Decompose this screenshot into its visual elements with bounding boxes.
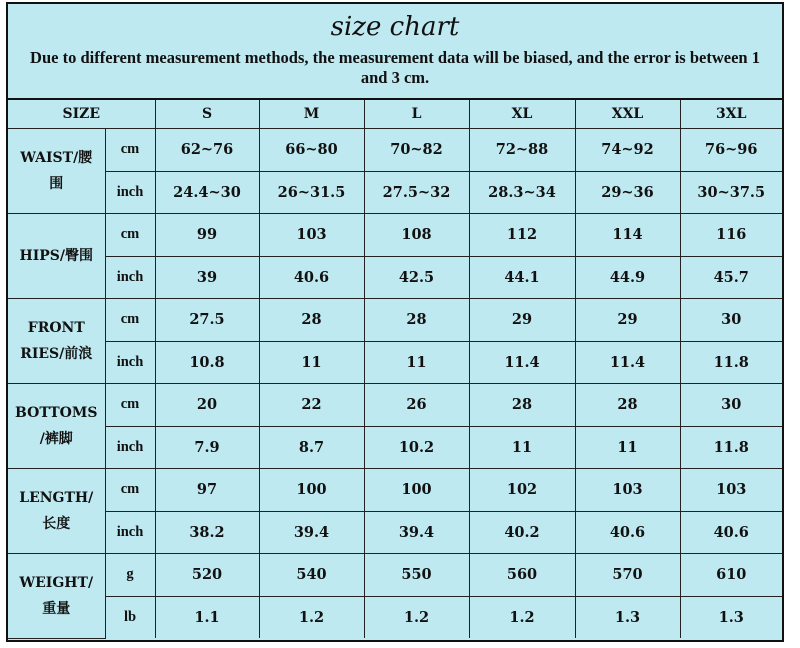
table-row — [8, 554, 782, 597]
measurement-value: 1.2 — [364, 596, 469, 638]
unit-label: lb — [105, 596, 155, 638]
size-header-cell: XXL — [575, 100, 680, 129]
measurement-label: WEIGHT/ 重量 — [8, 554, 105, 639]
measurement-value: 11 — [575, 426, 680, 469]
unit-label: g — [105, 554, 155, 597]
chart-subtitle: Due to different measurement methods, the measurement data will be biased, and the error is between 1 and 3 cm. — [30, 48, 760, 87]
table-row — [8, 341, 782, 384]
measurement-value: 76~96 — [680, 129, 782, 172]
measurement-value: 570 — [575, 554, 680, 597]
measurement-value: 26~31.5 — [259, 171, 364, 214]
table-row — [8, 596, 782, 638]
table-row — [8, 426, 782, 469]
measurement-value: 27.5 — [155, 299, 259, 342]
measurement-value: 39 — [155, 256, 259, 299]
size-header-cell: M — [259, 100, 364, 129]
measurement-value: 29~36 — [575, 171, 680, 214]
table-row — [8, 299, 782, 342]
measurement-value: 103 — [259, 214, 364, 257]
measurement-value: 103 — [680, 469, 782, 512]
measurement-value: 1.2 — [259, 596, 364, 638]
size-table — [8, 100, 782, 639]
size-header-cell: S — [155, 100, 259, 129]
measurement-value: 99 — [155, 214, 259, 257]
measurement-value: 100 — [259, 469, 364, 512]
size-chart — [6, 2, 784, 642]
measurement-value: 30 — [680, 384, 782, 427]
measurement-label: FRONT RIES/前浪 — [8, 299, 105, 384]
unit-label: inch — [105, 426, 155, 469]
measurement-value: 100 — [364, 469, 469, 512]
unit-label: cm — [105, 299, 155, 342]
table-row — [8, 384, 782, 427]
measurement-value: 62~76 — [155, 129, 259, 172]
measurement-label: HIPS/臀围 — [8, 214, 105, 299]
measurement-value: 39.4 — [364, 511, 469, 554]
measurement-value: 1.1 — [155, 596, 259, 638]
unit-label: cm — [105, 129, 155, 172]
measurement-value: 550 — [364, 554, 469, 597]
table-row — [8, 171, 782, 214]
size-header-label: SIZE — [8, 100, 155, 129]
measurement-value: 42.5 — [364, 256, 469, 299]
measurement-value: 520 — [155, 554, 259, 597]
measurement-value: 44.9 — [575, 256, 680, 299]
unit-label: cm — [105, 214, 155, 257]
measurement-value: 29 — [575, 299, 680, 342]
measurement-value: 540 — [259, 554, 364, 597]
measurement-value: 70~82 — [364, 129, 469, 172]
measurement-value: 28 — [364, 299, 469, 342]
measurement-label: BOTTOMS /裤脚 — [8, 384, 105, 469]
measurement-value: 1.3 — [680, 596, 782, 638]
measurement-value: 40.2 — [469, 511, 575, 554]
measurement-value: 102 — [469, 469, 575, 512]
table-row — [8, 214, 782, 257]
measurement-value: 40.6 — [575, 511, 680, 554]
measurement-value: 11.4 — [469, 341, 575, 384]
measurement-value: 1.3 — [575, 596, 680, 638]
measurement-value: 40.6 — [680, 511, 782, 554]
measurement-value: 28.3~34 — [469, 171, 575, 214]
size-header-cell: 3XL — [680, 100, 782, 129]
measurement-value: 112 — [469, 214, 575, 257]
unit-label: inch — [105, 171, 155, 214]
table-row — [8, 129, 782, 172]
measurement-value: 26 — [364, 384, 469, 427]
measurement-value: 28 — [259, 299, 364, 342]
measurement-value: 8.7 — [259, 426, 364, 469]
measurement-value: 11 — [469, 426, 575, 469]
measurement-value: 20 — [155, 384, 259, 427]
measurement-value: 66~80 — [259, 129, 364, 172]
unit-label: cm — [105, 384, 155, 427]
size-table-body — [8, 129, 782, 639]
measurement-value: 610 — [680, 554, 782, 597]
measurement-label: LENGTH/ 长度 — [8, 469, 105, 554]
measurement-value: 24.4~30 — [155, 171, 259, 214]
measurement-value: 22 — [259, 384, 364, 427]
measurement-value: 11.8 — [680, 341, 782, 384]
table-row — [8, 469, 782, 512]
size-header-row — [8, 100, 782, 129]
chart-header — [8, 4, 782, 100]
measurement-value: 74~92 — [575, 129, 680, 172]
measurement-value: 560 — [469, 554, 575, 597]
table-row — [8, 256, 782, 299]
measurement-value: 11.8 — [680, 426, 782, 469]
measurement-value: 7.9 — [155, 426, 259, 469]
measurement-value: 11 — [259, 341, 364, 384]
measurement-value: 1.2 — [469, 596, 575, 638]
measurement-value: 97 — [155, 469, 259, 512]
chart-title: size chart — [330, 12, 460, 42]
table-row — [8, 511, 782, 554]
size-header-cell: L — [364, 100, 469, 129]
unit-label: inch — [105, 511, 155, 554]
measurement-value: 30~37.5 — [680, 171, 782, 214]
unit-label: inch — [105, 341, 155, 384]
measurement-value: 10.2 — [364, 426, 469, 469]
unit-label: cm — [105, 469, 155, 512]
measurement-value: 30 — [680, 299, 782, 342]
measurement-value: 72~88 — [469, 129, 575, 172]
measurement-value: 39.4 — [259, 511, 364, 554]
measurement-value: 103 — [575, 469, 680, 512]
measurement-value: 45.7 — [680, 256, 782, 299]
measurement-value: 29 — [469, 299, 575, 342]
measurement-value: 116 — [680, 214, 782, 257]
measurement-value: 11.4 — [575, 341, 680, 384]
measurement-value: 114 — [575, 214, 680, 257]
measurement-value: 28 — [575, 384, 680, 427]
measurement-value: 27.5~32 — [364, 171, 469, 214]
measurement-value: 10.8 — [155, 341, 259, 384]
measurement-value: 108 — [364, 214, 469, 257]
unit-label: inch — [105, 256, 155, 299]
measurement-value: 44.1 — [469, 256, 575, 299]
measurement-value: 38.2 — [155, 511, 259, 554]
measurement-label: WAIST/腰 围 — [8, 129, 105, 214]
measurement-value: 40.6 — [259, 256, 364, 299]
measurement-value: 11 — [364, 341, 469, 384]
size-header-cell: XL — [469, 100, 575, 129]
measurement-value: 28 — [469, 384, 575, 427]
